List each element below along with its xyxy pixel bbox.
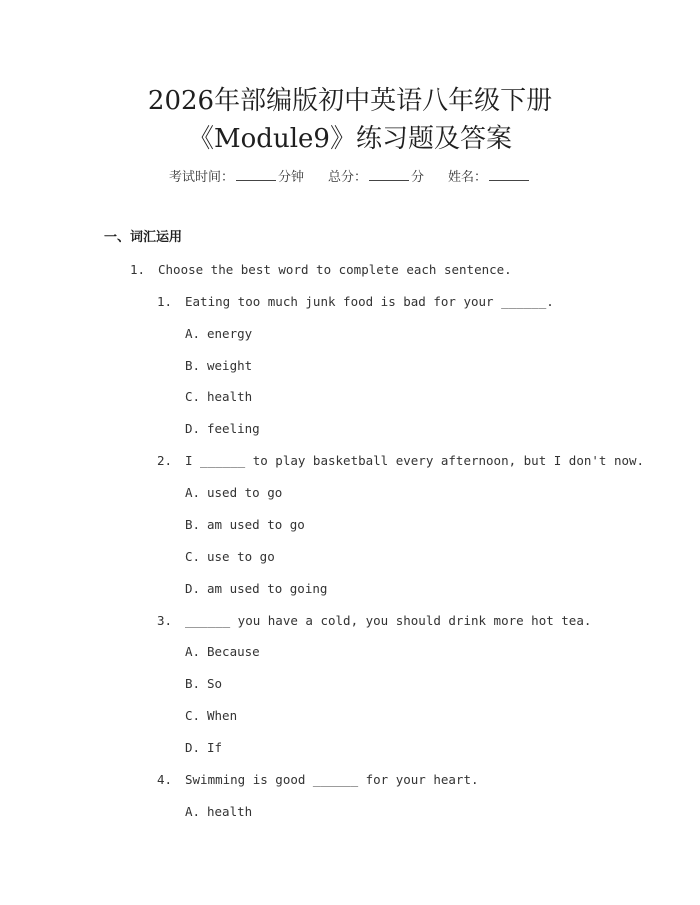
option-text: So [207, 676, 223, 691]
exam-time-blank [236, 168, 276, 181]
answer-option [185, 739, 222, 757]
option-letter: A. [185, 326, 201, 341]
option-text: used to go [207, 485, 283, 500]
question-number: 1. [157, 294, 173, 309]
option-letter: C. [185, 708, 201, 723]
option-text: weight [207, 358, 253, 373]
option-letter: C. [185, 549, 201, 564]
option-letter: D. [185, 740, 201, 755]
option-text: am used to go [207, 517, 305, 532]
option-letter: B. [185, 676, 201, 691]
question-stem [157, 293, 554, 311]
answer-option [185, 643, 260, 661]
question-text: Eating too much junk food is bad for your ______. [185, 294, 554, 309]
option-text: health [207, 389, 253, 404]
option-letter: A. [185, 804, 201, 819]
total-score-unit: 分 [411, 170, 425, 185]
question-number: 2. [157, 453, 173, 468]
option-text: feeling [207, 421, 260, 436]
question-group-number: 1. [130, 262, 146, 277]
document-title-line-2: 《Module9》练习题及答案 [188, 124, 512, 154]
name-blank [489, 168, 529, 181]
option-text: When [207, 708, 238, 723]
answer-option [185, 388, 252, 406]
exam-time-label: 考试时间： [168, 170, 234, 185]
option-letter: D. [185, 421, 201, 436]
answer-option [185, 707, 237, 725]
question-stem [157, 771, 479, 789]
option-letter: D. [185, 581, 201, 596]
total-score-label: 总分： [327, 170, 367, 185]
option-text: Because [207, 644, 260, 659]
question-group-instruction: Choose the best word to complete each sentence. [158, 262, 512, 277]
total-score-blank [369, 168, 409, 181]
question-group [130, 261, 512, 279]
name-label: 姓名： [448, 170, 488, 185]
option-text: use to go [207, 549, 275, 564]
option-letter: A. [185, 644, 201, 659]
exam-info-row [0, 168, 700, 187]
exam-time-unit: 分钟 [277, 170, 304, 185]
answer-option [185, 484, 282, 502]
option-letter: C. [185, 389, 201, 404]
option-text: health [207, 804, 253, 819]
question-number: 3. [157, 613, 173, 628]
document-title-line-1: 2026年部编版初中英语八年级下册 [147, 86, 553, 116]
question-stem [157, 612, 591, 630]
answer-option [185, 357, 252, 375]
answer-option [185, 580, 327, 598]
answer-option [185, 325, 252, 343]
question-text: Swimming is good ______ for your heart. [185, 772, 479, 787]
option-text: am used to going [207, 581, 328, 596]
question-text: I ______ to play basketball every afternoon, but I don't now. [185, 453, 645, 468]
answer-option [185, 420, 260, 438]
answer-option [185, 675, 222, 693]
section-title: 一、词汇运用 [104, 230, 183, 245]
answer-option [185, 803, 252, 821]
answer-option [185, 548, 275, 566]
option-letter: A. [185, 485, 201, 500]
question-stem [157, 452, 644, 470]
option-text: If [207, 740, 223, 755]
option-text: energy [207, 326, 253, 341]
option-letter: B. [185, 358, 201, 373]
option-letter: B. [185, 517, 201, 532]
answer-option [185, 516, 305, 534]
question-number: 4. [157, 772, 173, 787]
question-text: ______ you have a cold, you should drink more hot tea. [185, 613, 592, 628]
